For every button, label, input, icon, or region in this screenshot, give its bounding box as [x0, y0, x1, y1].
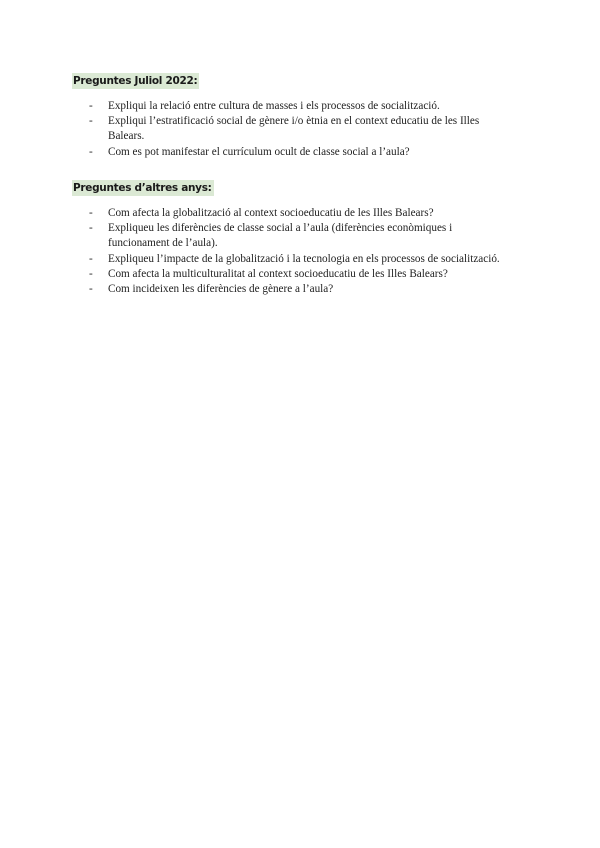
- question-list: [72, 206, 512, 297]
- dash-bullet: -: [89, 222, 93, 235]
- question-text: Com incideixen les diferències de gènere a l’aula?: [108, 283, 334, 296]
- question-text: Expliqueu l’impacte de la globalització i la tecnologia en els processos de socialització.: [108, 252, 500, 265]
- dash-bullet: -: [89, 115, 93, 128]
- dash-bullet: -: [89, 267, 93, 280]
- question-text: Com afecta la globalització al context socioeducatiu de les Illes Balears?: [108, 207, 434, 219]
- list-item: [72, 267, 512, 282]
- question-text: Com afecta la multiculturalitat al context socioeducatiu de les Illes Balears?: [108, 267, 448, 280]
- section-heading: Preguntes Juliol 2022:: [73, 75, 198, 87]
- list-item: [72, 221, 512, 251]
- list-item: [72, 114, 512, 144]
- dash-bullet: -: [89, 145, 93, 158]
- question-text: Expliqueu les diferències de classe social a l’aula (diferències econòmiques i funcionament de l’aula).: [108, 222, 453, 250]
- list-item: [72, 145, 512, 160]
- question-text: Expliqui l’estratificació social de gènere i/o ètnia en el context educatiu de les Illes Balears.: [108, 115, 480, 143]
- section-july-2022: [72, 71, 512, 160]
- question-text: Expliqui la relació entre cultura de masses i els processos de socialització.: [108, 100, 440, 112]
- dash-bullet: -: [89, 283, 93, 296]
- section-other-years: [72, 178, 512, 297]
- dash-bullet: -: [89, 100, 93, 112]
- dash-bullet: -: [89, 207, 93, 219]
- list-item: [72, 282, 512, 297]
- section-heading: Preguntes d’altres anys:: [73, 182, 212, 194]
- list-item: [72, 252, 512, 267]
- question-list: [72, 99, 512, 160]
- question-text: Com es pot manifestar el currículum ocult de classe social a l’aula?: [108, 145, 410, 158]
- list-item: [72, 99, 512, 114]
- dash-bullet: -: [89, 252, 93, 265]
- list-item: [72, 206, 512, 221]
